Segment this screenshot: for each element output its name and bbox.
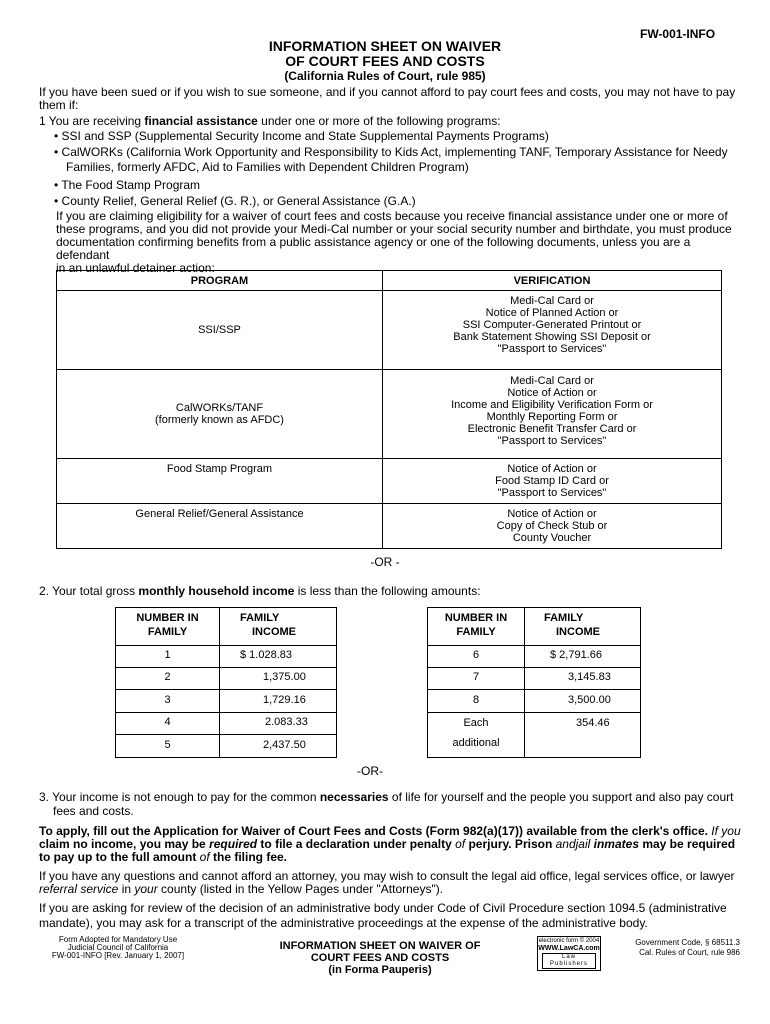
family-size: Each — [463, 717, 489, 729]
income-value: 3,145.83 — [568, 671, 611, 683]
family-size: 5 — [164, 739, 171, 751]
intro-line-1: If you have been sued or if you wish to sue someone, and if you cannot afford to pay court fees and costs, you may not have to pay — [39, 85, 736, 99]
attorney-l2-c: your — [134, 882, 158, 896]
header-line: FAMILY — [240, 612, 280, 624]
intro-text — [39, 86, 739, 112]
table-row — [57, 291, 722, 370]
footer-center-line-2: COURT FEES AND COSTS — [310, 952, 450, 964]
attorney-l2-b: in — [118, 882, 135, 896]
family-size: 4 — [164, 716, 171, 728]
para-line-2: these programs, and you did not provide your Medi-Cal number or your social security number and birthdate, you must produce — [56, 222, 732, 236]
apply-l2-g: inmates — [590, 837, 639, 851]
program-subname: (formerly known as AFDC) — [155, 414, 284, 426]
verification-line: Food Stamp ID Card or — [495, 475, 609, 487]
attorney-line-1: If you have any questions and cannot afford an attorney, you may wish to consult the legal aid office, legal services office, or lawyer — [39, 869, 735, 883]
number-in-family-header — [116, 612, 219, 638]
income-value: 1,375.00 — [263, 671, 306, 683]
income-value: 2.083.33 — [265, 716, 308, 728]
table-header-row — [57, 271, 722, 291]
verification-line: Electronic Benefit Transfer Card or — [467, 423, 637, 435]
apply-l2-h: may be required — [639, 837, 736, 851]
family-income-header — [240, 612, 296, 638]
verification-line: Notice of Action or — [507, 387, 597, 399]
table-row — [57, 459, 722, 504]
bullet-ssi: • SSI and SSP (Supplemental Security Income and State Supplemental Payments Programs) — [54, 129, 549, 143]
family-size: 1 — [164, 649, 171, 661]
apply-l3-b: of — [199, 850, 210, 864]
row-divider — [116, 645, 336, 646]
section-1 — [39, 115, 739, 275]
column-divider — [524, 608, 525, 757]
row-divider — [428, 689, 640, 690]
header-line: NUMBER IN — [444, 612, 508, 624]
income-value: 354.46 — [576, 717, 610, 729]
verification-line: "Passport to Services" — [497, 487, 607, 499]
program-cell — [57, 370, 383, 459]
footer-center-line-3: (in Forma Pauperis) — [328, 964, 432, 976]
para-line-3: documentation confirming benefits from a public assistance agency or one of the following documents, unless you are a defendant — [56, 235, 691, 262]
logo-line-1: electronic form © 2004 — [538, 938, 600, 944]
footer-center-line-1: INFORMATION SHEET ON WAIVER OF — [279, 940, 481, 952]
verification-cell — [383, 370, 722, 459]
logo-line-2: WWW.LawCA.com — [538, 945, 600, 952]
or-separator-2: -OR- — [357, 764, 383, 778]
apply-l2-f: andjail — [555, 837, 591, 851]
section-3-line-2: fees and costs. — [53, 804, 134, 818]
bullet-county-relief: • County Relief, General Relief (G. R.), or General Assistance (G.A.) — [54, 194, 416, 208]
footer-left-line-2: Judicial Council of California — [67, 943, 169, 952]
verification-line: County Voucher — [512, 532, 592, 544]
apply-line-3 — [39, 851, 749, 864]
apply-l3-a: to pay up to the full amount — [39, 850, 200, 864]
verification-cell — [383, 504, 722, 549]
family-size: 6 — [472, 649, 480, 661]
income-value: 2,437.50 — [263, 739, 306, 751]
apply-l1-italic: If you — [707, 824, 741, 838]
footer-left-line-3: FW-001-INFO [Rev. January 1, 2007] — [51, 951, 185, 960]
income-table-right — [427, 607, 641, 758]
verification-line: "Passport to Services" — [497, 343, 607, 355]
section-2-lead-bold: monthly household income — [138, 584, 295, 598]
footer-right — [620, 938, 740, 958]
verification-line: Medi-Cal Card or — [510, 375, 594, 387]
income-value: 3,500.00 — [568, 694, 611, 706]
income-value: 1,729.16 — [263, 694, 306, 706]
program-verification-table — [56, 270, 722, 549]
family-size-additional: additional — [452, 737, 500, 749]
header-line: FAMILY — [544, 612, 584, 624]
attorney-l2-a: referral service — [39, 882, 119, 896]
title-line-1: INFORMATION SHEET ON WAIVER — [268, 38, 502, 54]
section-3-c: of life for yourself and the people you support and also pay court — [388, 790, 734, 804]
row-divider — [428, 645, 640, 646]
verification-line: Notice of Action or — [507, 463, 597, 475]
bullet-calworks-1: • CalWORKs (California Work Opportunity and Responsibility to Kids Act, implementing TANF, Temporary Assistance for Needy — [54, 145, 728, 159]
income-value: $ 2,791.66 — [550, 649, 602, 661]
or-separator-1: -OR - — [370, 555, 400, 569]
attorney-line-2 — [39, 883, 749, 896]
program-name: SSI/SSP — [198, 324, 241, 336]
family-size: 8 — [472, 694, 480, 706]
row-divider — [428, 712, 640, 713]
row-divider — [116, 689, 336, 690]
family-size: 2 — [164, 671, 171, 683]
verification-line: Copy of Check Stub or — [496, 520, 608, 532]
verification-line: "Passport to Services" — [497, 435, 607, 447]
footer-right-line-1: Government Code, § 68511.3 — [635, 938, 740, 947]
verification-line: Medi-Cal Card or — [510, 295, 594, 307]
program-name: CalWORKs/TANF — [175, 402, 264, 414]
row-divider — [116, 734, 336, 735]
form-number: FW-001-INFO — [640, 27, 716, 41]
title-line-3: (California Rules of Court, rule 985) — [284, 69, 486, 83]
section-1-lead-a: 1 You are receiving — [39, 114, 145, 128]
income-table-left — [115, 607, 337, 758]
admin-line-1: If you are asking for review of the decision of an administrative body under Code of Civil Procedure section 1094.5 (administrative — [39, 901, 727, 915]
family-size: 3 — [164, 694, 171, 706]
para-line-4: in an unlawful detainer action: — [56, 261, 215, 275]
section-3-a: 3. Your income is not enough to pay for the common — [39, 790, 320, 804]
verification-line: Notice of Action or — [507, 508, 597, 520]
section-1-lead-c: under one or more of the following programs: — [257, 114, 501, 128]
title-line-2: OF COURT FEES AND COSTS — [285, 53, 485, 69]
admin-line-2: mandate), you may ask for a transcript of the administrative proceedings at the expense of the administrative body. — [39, 916, 648, 930]
header-line: FAMILY — [456, 626, 496, 638]
table-row — [57, 370, 722, 459]
row-divider — [428, 667, 640, 668]
publisher-logo — [537, 936, 601, 971]
section-2-lead-c: is less than the following amounts: — [294, 584, 481, 598]
apply-l2-e: perjury. Prison — [465, 837, 556, 851]
verification-line: Income and Eligibility Verification Form or — [451, 399, 653, 411]
section-1-lead-bold: financial assistance — [144, 114, 258, 128]
section-2-lead-a: 2. Your total gross — [39, 584, 139, 598]
income-value: $ 1.028.83 — [240, 649, 292, 661]
apply-l2-c: to file a declaration under penalty — [257, 837, 456, 851]
verification-line: SSI Computer-Generated Printout or — [462, 319, 642, 331]
verification-line: Bank Statement Showing SSI Deposit or — [453, 331, 651, 343]
family-income-header — [544, 612, 600, 638]
number-in-family-header — [428, 612, 524, 638]
section-3-bold: necessaries — [319, 790, 389, 804]
table-row — [57, 504, 722, 549]
row-divider — [116, 667, 336, 668]
verification-line: Notice of Planned Action or — [485, 307, 619, 319]
program-cell — [57, 291, 383, 370]
section-3 — [39, 791, 739, 818]
program-name: General Relief/General Assistance — [135, 508, 304, 520]
section-1-lead — [39, 115, 739, 128]
program-cell — [57, 504, 383, 549]
section-1-paragraph — [56, 210, 739, 275]
attorney-paragraph — [39, 870, 749, 896]
apply-l3-c: the filing fee. — [209, 850, 288, 864]
apply-l2-a: claim no income, you may be — [39, 837, 210, 851]
footer-left — [48, 936, 188, 960]
attorney-l2-d: county (listed in the Yellow Pages under "Attorneys"). — [157, 882, 444, 896]
verification-cell — [383, 291, 722, 370]
para-line-1: If you are claiming eligibility for a waiver of court fees and costs because you receive financial assistance under one or more of — [56, 209, 728, 223]
header-line: INCOME — [252, 626, 296, 638]
apply-l1-bold: To apply, fill out the Application for Waiver of Court Fees and Costs (Form 982(a)(17)) available from the clerk's office. — [39, 824, 708, 838]
intro-line-2: them if: — [39, 98, 79, 112]
row-divider — [116, 712, 336, 713]
admin-paragraph — [39, 902, 749, 930]
program-header: PROGRAM — [57, 271, 383, 291]
logo-line-3: Law Publishers — [542, 953, 596, 969]
footer-right-line-2: Cal. Rules of Court, rule 986 — [639, 948, 740, 957]
header-line: INCOME — [556, 626, 600, 638]
header-line: FAMILY — [147, 626, 188, 638]
footer-center-title — [250, 940, 510, 976]
bullet-calworks-2: Families, formerly AFDC, Aid to Families with Dependent Children Program) — [66, 160, 469, 174]
header-line: NUMBER IN — [136, 612, 199, 624]
verification-header: VERIFICATION — [383, 271, 722, 291]
bullet-food-stamp: • The Food Stamp Program — [54, 178, 201, 192]
verification-cell — [383, 459, 722, 504]
program-name: Food Stamp Program — [166, 463, 273, 475]
footer-left-line-1: Form Adopted for Mandatory Use — [58, 935, 178, 944]
verification-line: Monthly Reporting Form or — [486, 411, 618, 423]
page-title — [200, 39, 570, 84]
apply-l2-d: of — [455, 837, 466, 851]
section-3-line-1 — [39, 791, 739, 804]
program-cell — [57, 459, 383, 504]
apply-l2-b: required — [209, 837, 258, 851]
family-size: 7 — [472, 671, 480, 683]
section-2-lead — [39, 585, 739, 598]
apply-instructions — [39, 825, 749, 864]
